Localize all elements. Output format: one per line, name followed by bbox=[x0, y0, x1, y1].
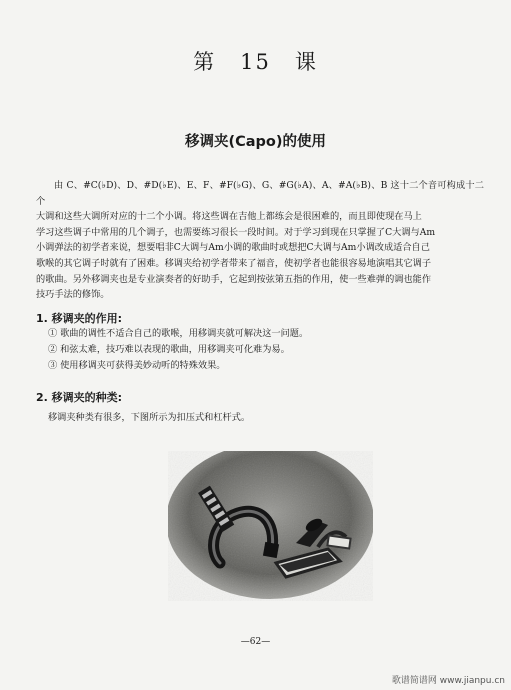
intro-line: 学习这些调子中常用的几个调子，也需要练习很长一段时间。对于学习到现在只掌握了C大调与Am bbox=[36, 226, 436, 238]
intro-line: 歌喉的其它调子时就有了困难。移调夹给初学者带来了福音，使初学者也能很容易地演唱其它调子 bbox=[36, 257, 432, 269]
intro-line: 技巧手法的修饰。 bbox=[36, 289, 110, 301]
lesson-title bbox=[0, 46, 511, 76]
capo-photo bbox=[168, 451, 373, 601]
intro-paragraph bbox=[36, 178, 484, 303]
capo-uses-list bbox=[48, 326, 478, 374]
list-item: ③ 使用移调夹可获得美妙动听的特殊效果。 bbox=[48, 360, 226, 371]
watermark: 歌谱简谱网 www.jianpu.cn bbox=[391, 676, 505, 686]
lesson-number: 15 bbox=[240, 50, 271, 74]
heading-capo-types: 2. 移调夹的种类: bbox=[36, 391, 123, 404]
section-title: 移调夹(Capo)的使用 bbox=[184, 134, 327, 150]
list-item: ① 歌曲的调性不适合自己的歌喉，用移调夹就可解决这一问题。 bbox=[48, 328, 309, 339]
intro-line: 小调弹法的初学者来说，想要唱非C大调与Am小调的歌曲时或想把C大调与Am小调改成适合自己 bbox=[36, 242, 430, 254]
intro-line: 的歌曲。另外移调夹也是专业演奏者的好助手，它起到按弦第五指的作用，使一些难弹的调也能作 bbox=[36, 273, 432, 285]
intro-line: 大调和这些大调所对应的十二个小调。将这些调在吉他上都练会是很困难的，而且即使现在马上 bbox=[36, 211, 422, 223]
list-item: ② 和弦太难，技巧难以表现的歌曲，用移调夹可化难为易。 bbox=[48, 344, 290, 355]
lesson-title-word1: 第 bbox=[193, 50, 217, 74]
heading-capo-function: 1. 移调夹的作用: bbox=[36, 312, 123, 325]
page-number: —62— bbox=[240, 637, 271, 647]
lesson-title-word2: 课 bbox=[294, 50, 318, 74]
capo-types-text: 移调夹种类有很多，下图所示为扣压式和杠杆式。 bbox=[48, 412, 251, 423]
intro-line: 由 C、#C(♭D)、D、#D(♭E)、E、F、#F(♭G)、G、#G(♭A)、A、#A(♭B)、B 这十二个音可构成十二个 bbox=[36, 180, 484, 207]
